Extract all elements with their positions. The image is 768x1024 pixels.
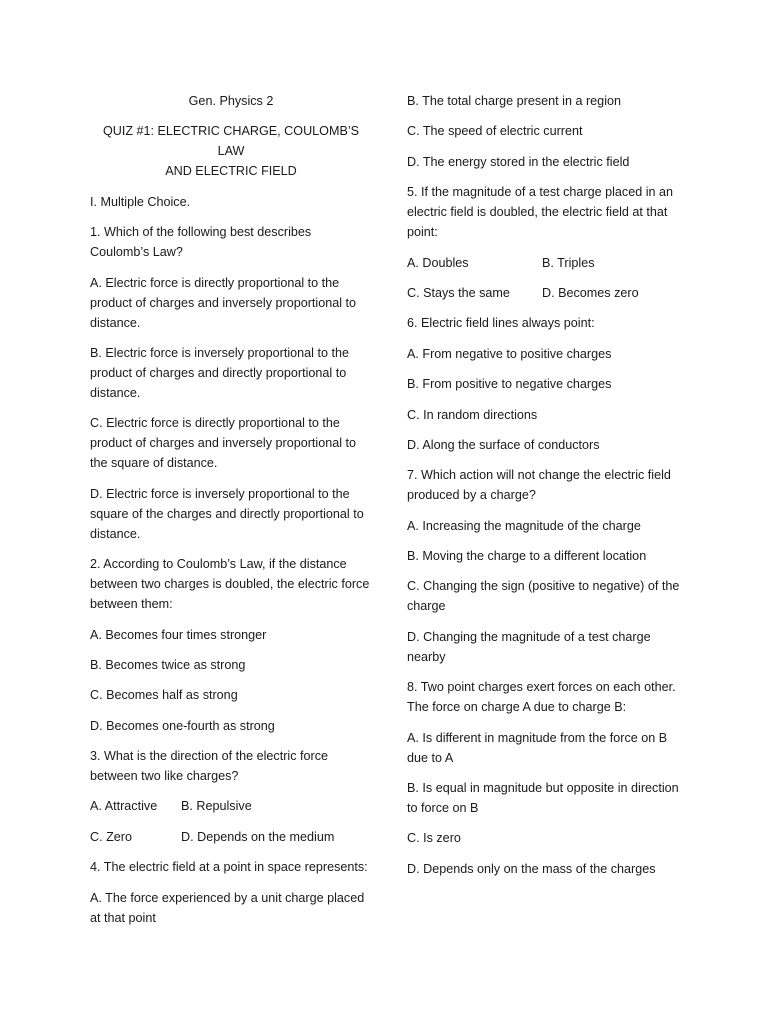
- q1-option-c: C. Electric force is directly proportional to the product of charges and inversely proportional to the square of distance.: [90, 416, 357, 471]
- q5-options-row-2: [407, 283, 689, 303]
- q3-option-a: A. Attractive: [90, 799, 158, 814]
- course-title: Gen. Physics 2: [188, 94, 274, 108]
- q5-option-d: D. Becomes zero: [542, 285, 639, 300]
- question-4: 4. The electric field at a point in space represents:: [90, 860, 368, 875]
- q5-option-b: B. Triples: [542, 255, 595, 270]
- q3-options-row-1: [90, 796, 372, 816]
- q6-option-d: D. Along the surface of conductors: [407, 437, 600, 452]
- quiz-title: [90, 121, 372, 181]
- q4-option-c: C. The speed of electric current: [407, 124, 583, 139]
- q2-option-b: B. Becomes twice as strong: [90, 657, 246, 672]
- right-column: [407, 91, 689, 889]
- quiz-title-line1: QUIZ #1: ELECTRIC CHARGE, COULOMB’S LAW: [102, 124, 360, 159]
- q5-option-c: C. Stays the same: [407, 285, 510, 300]
- q5-option-a: A. Doubles: [407, 255, 469, 270]
- q3-option-d: D. Depends on the medium: [181, 829, 335, 844]
- quiz-title-line2: AND ELECTRIC FIELD: [165, 164, 297, 179]
- q8-option-d: D. Depends only on the mass of the charges: [407, 861, 656, 876]
- question-7: 7. Which action will not change the electric field produced by a charge?: [407, 468, 671, 503]
- q1-option-d: D. Electric force is inversely proportional to the square of the charges and directly proportional to distance.: [90, 486, 364, 541]
- q2-option-a: A. Becomes four times stronger: [90, 627, 267, 642]
- q6-option-b: B. From positive to negative charges: [407, 377, 612, 392]
- q8-option-c: C. Is zero: [407, 831, 461, 846]
- question-3: 3. What is the direction of the electric force between two like charges?: [90, 749, 328, 784]
- q3-option-b: B. Repulsive: [181, 799, 252, 814]
- q8-option-b: B. Is equal in magnitude but opposite in direction to force on B: [407, 781, 679, 816]
- q7-option-b: B. Moving the charge to a different location: [407, 549, 647, 564]
- q7-option-d: D. Changing the magnitude of a test charge nearby: [407, 629, 651, 664]
- q4-option-a: A. The force experienced by a unit charge placed at that point: [90, 890, 365, 925]
- q3-options-row-2: [90, 827, 372, 847]
- q6-option-c: C. In random directions: [407, 407, 538, 422]
- q2-option-c: C. Becomes half as strong: [90, 688, 238, 703]
- q2-option-d: D. Becomes one-fourth as strong: [90, 718, 275, 733]
- question-8: 8. Two point charges exert forces on each other. The force on charge A due to charge B:: [407, 680, 676, 715]
- question-6: 6. Electric field lines always point:: [407, 316, 595, 331]
- q7-option-a: A. Increasing the magnitude of the charge: [407, 518, 641, 533]
- q3-option-c: C. Zero: [90, 829, 132, 844]
- q7-option-c: C. Changing the sign (positive to negative) of the charge: [407, 579, 680, 614]
- q1-option-a: A. Electric force is directly proportional to the product of charges and inversely proportional to distance.: [90, 275, 357, 330]
- q1-option-b: B. Electric force is inversely proportional to the product of charges and directly proportional to distance.: [90, 345, 349, 400]
- q4-option-d: D. The energy stored in the electric field: [407, 154, 630, 169]
- section-heading: I. Multiple Choice.: [90, 194, 191, 209]
- left-column: [90, 91, 372, 938]
- q8-option-a: A. Is different in magnitude from the force on B due to A: [407, 730, 668, 765]
- q6-option-a: A. From negative to positive charges: [407, 346, 612, 361]
- question-2: 2. According to Coulomb’s Law, if the distance between two charges is doubled, the electric force between them:: [90, 557, 370, 612]
- question-1: 1. Which of the following best describes Coulomb’s Law?: [90, 225, 312, 260]
- q4-option-b: B. The total charge present in a region: [407, 94, 621, 108]
- q5-options-row-1: [407, 253, 689, 273]
- question-5: 5. If the magnitude of a test charge placed in an electric field is doubled, the electric field at that point:: [407, 185, 674, 240]
